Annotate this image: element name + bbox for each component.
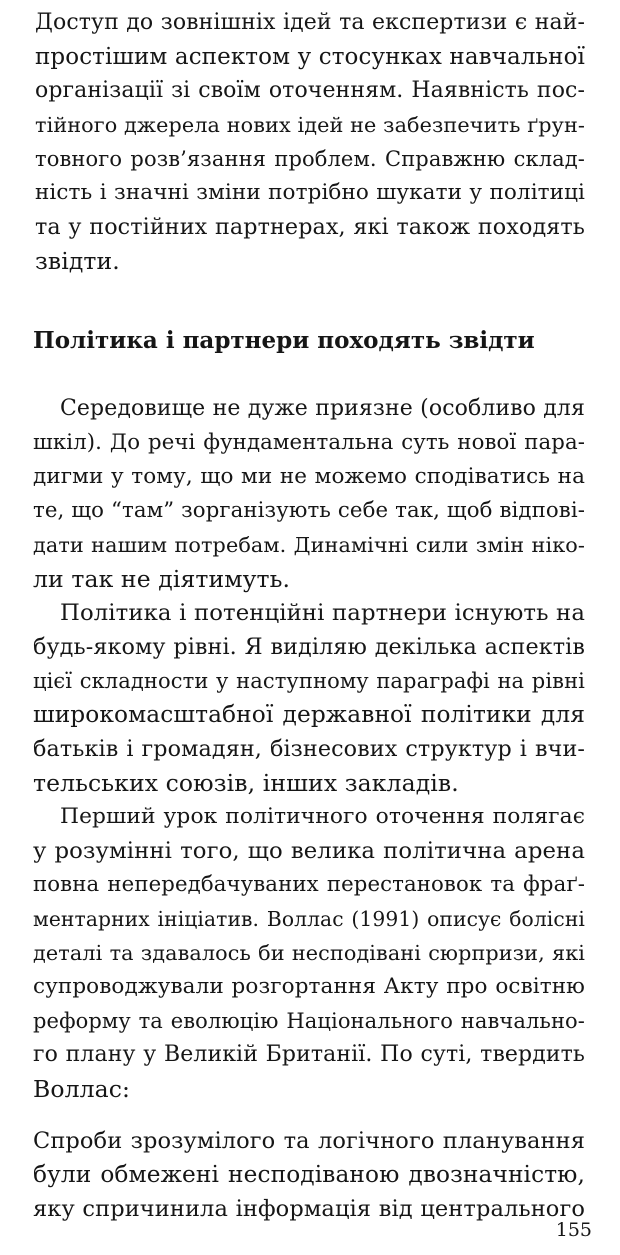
text-line: простішим аспектом у стосунках навчальної: [35, 44, 585, 70]
text-line: Перший урок політичного оточення полягає: [60, 804, 585, 829]
text-line: повна непередбачуваних перестановок та фраґ-: [33, 872, 585, 897]
text-line: ли так не діятимуть.: [33, 565, 291, 593]
text-line: ність і значні зміни потрібно шукати у політиці: [35, 180, 585, 205]
page-number: 155: [555, 1219, 592, 1241]
text-line: звідти.: [35, 247, 120, 275]
text-line: Воллас:: [33, 1075, 131, 1103]
text-line: Доступ до зовнішніх ідей та експертизи є най-: [35, 10, 585, 35]
text-line: дати нашим потребам. Динамічні сили змін ніко-: [33, 533, 585, 557]
text-line: супроводжували розгортання Акту про освітню: [33, 974, 585, 999]
text-line: цієї складности у наступному параграфі на рівні: [33, 669, 585, 693]
text-line: шкіл). До речі фундаментальна суть нової пара-: [33, 430, 585, 455]
text-line: товного розв’язання проблем. Справжню склад-: [35, 147, 585, 171]
quote-line: були обмежені несподіваною двозначністю,: [33, 1161, 585, 1188]
section-heading: Політика і партнери походять звідти: [33, 327, 535, 354]
text-line: тельських союзів, інших закладів.: [33, 769, 459, 797]
text-line: го плану у Великій Британії. По суті, твердить: [33, 1042, 585, 1067]
text-line: у розумінні того, що велика політична арена: [33, 838, 585, 864]
text-line: організації зі своїм оточенням. Наявність пос-: [35, 78, 585, 103]
text-line: деталі та здавалось би несподівані сюрпризи, які: [33, 941, 585, 965]
text-line: те, що “там” зорганізують себе так, щоб відпові-: [33, 498, 585, 523]
text-line: Середовище не дуже приязне (особливо для: [60, 396, 585, 421]
text-line: ментарних ініціатив. Воллас (1991) описує болісні: [33, 907, 585, 931]
text-line: широкомасштабної державної політики для: [33, 701, 585, 728]
text-line: та у постійних партнерах, які також походять: [35, 214, 585, 240]
text-line: батьків і громадян, бізнесових структур і вчи-: [33, 736, 585, 762]
quote-line: яку спричинила інформація від центрального: [33, 1196, 585, 1222]
text-line: реформу та еволюцію Національного навчально-: [33, 1009, 585, 1033]
text-line: тійного джерела нових ідей не забезпечить ґрун-: [35, 113, 585, 137]
text-line: будь-якому рівні. Я виділяю декілька аспектів: [33, 634, 585, 660]
text-line: Політика і потенційні партнери існують на: [60, 600, 585, 626]
text-line: дигми у тому, що ми не можемо сподіватись на: [33, 464, 585, 489]
quote-line: Спроби зрозумілого та логічного планування: [33, 1128, 585, 1154]
